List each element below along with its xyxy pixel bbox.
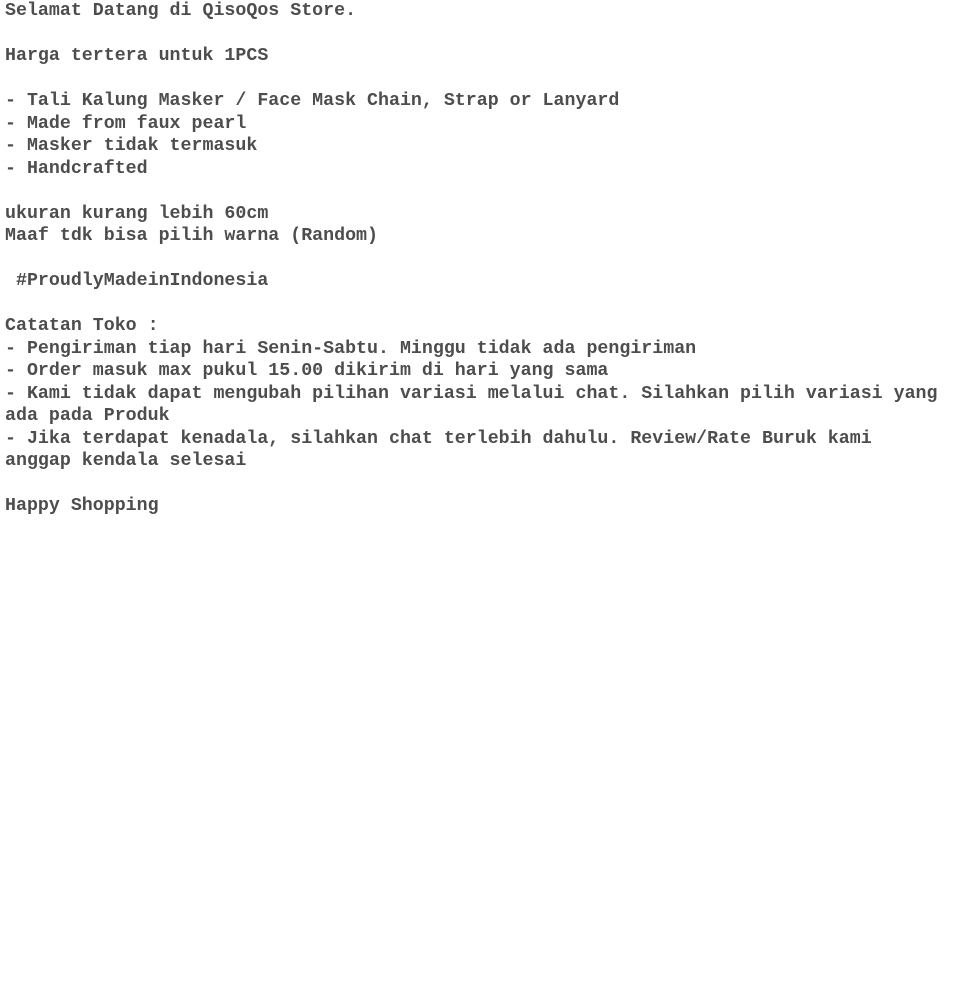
store-notes-title: Catatan Toko : xyxy=(5,316,159,336)
color-note: Maaf tdk bisa pilih warna (Random) xyxy=(5,226,378,246)
store-note-item: - Pengiriman tiap hari Senin-Sabtu. Minggu tidak ada pengiriman xyxy=(5,338,697,359)
spacer xyxy=(5,473,945,496)
spacer xyxy=(5,293,945,316)
feature-item: - Masker tidak termasuk xyxy=(5,136,258,156)
store-note-item: - Order masuk max pukul 15.00 dikirim di hari yang sama xyxy=(5,361,609,381)
feature-item: - Handcrafted xyxy=(5,158,148,179)
store-note-item: - Kami tidak dapat mengubah pilihan variasi melalui chat. Silahkan pilih variasi yang ada pada Produk xyxy=(5,383,949,426)
spacer xyxy=(5,248,945,271)
greeting-text: Selamat Datang di QisoQos Store. xyxy=(5,1,357,21)
feature-item: - Made from faux pearl xyxy=(5,113,247,134)
size-note: ukuran kurang lebih 60cm xyxy=(5,203,269,224)
store-note-item: - Jika terdapat kenadala, silahkan chat terlebih dahulu. Review/Rate Buruk kami anggap kendala selesai xyxy=(5,428,883,471)
spacer xyxy=(5,180,945,203)
closing-text: Happy Shopping xyxy=(5,496,159,516)
price-note: Harga tertera untuk 1PCS xyxy=(5,46,269,66)
feature-item: - Tali Kalung Masker / Face Mask Chain, Strap or Lanyard xyxy=(5,91,620,111)
hashtag-text: #ProudlyMadeinIndonesia xyxy=(5,271,269,291)
spacer xyxy=(5,68,945,91)
product-description xyxy=(5,0,949,518)
spacer xyxy=(5,23,945,46)
